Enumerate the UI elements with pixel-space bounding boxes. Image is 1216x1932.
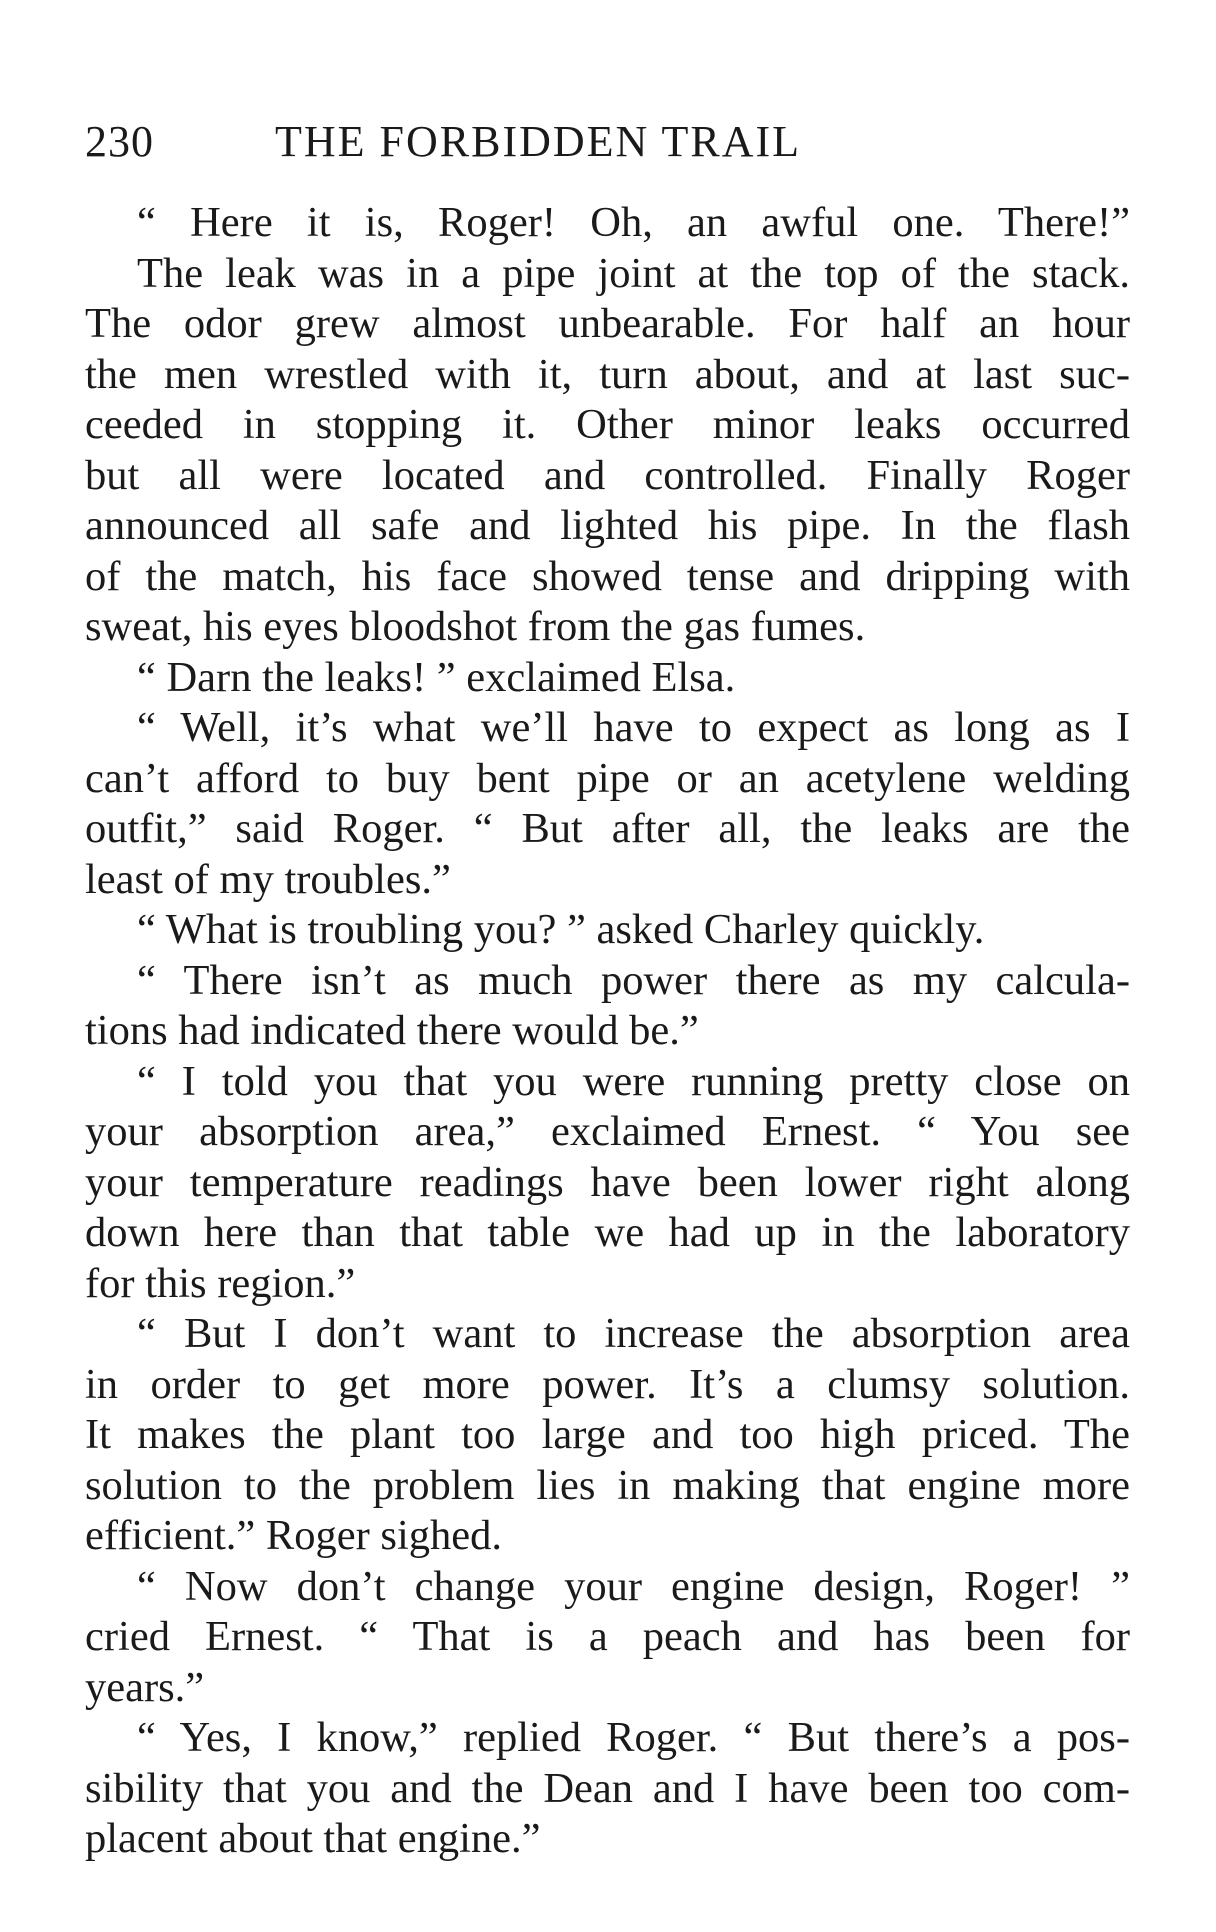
text-line: “ Here it is, Roger! Oh, an awful one. There!” bbox=[137, 199, 1130, 246]
text-line: placent about that engine.” bbox=[85, 1815, 541, 1862]
text-line: “ But I don’t want to increase the absorption area bbox=[137, 1310, 1130, 1357]
text-line: “ Well, it’s what we’ll have to expect as long as I bbox=[137, 704, 1130, 751]
text-line: solution to the problem lies in making that engine more bbox=[85, 1461, 1130, 1509]
body-text bbox=[85, 198, 1130, 1865]
text-line: “ I told you that you were running pretty close on bbox=[137, 1057, 1130, 1105]
text-line: “ Now don’t change your engine design, Roger! ” bbox=[137, 1562, 1130, 1610]
text-line: can’t afford to buy bent pipe or an acetylene welding bbox=[85, 754, 1130, 802]
text-line: outfit,” said Roger. “ But after all, the leaks are the bbox=[85, 805, 1130, 852]
text-line: tions had indicated there would be.” bbox=[85, 1007, 699, 1054]
text-line: sibility that you and the Dean and I have been too com- bbox=[85, 1764, 1130, 1812]
text-line: but all were located and controlled. Finally Roger bbox=[85, 451, 1130, 499]
text-line: down here than that table we had up in the laboratory bbox=[85, 1209, 1130, 1256]
text-line: “ There isn’t as much power there as my calcula- bbox=[137, 956, 1130, 1004]
text-line: “ What is troubling you? ” asked Charley quickly. bbox=[137, 906, 985, 953]
text-line: announced all safe and lighted his pipe. In the flash bbox=[85, 502, 1130, 549]
text-line: years.” bbox=[85, 1663, 205, 1711]
text-line: “ Darn the leaks! ” exclaimed Elsa. bbox=[137, 653, 736, 701]
text-line: “ Yes, I know,” replied Roger. “ But there’s a pos- bbox=[137, 1714, 1130, 1761]
page-header bbox=[85, 112, 1130, 172]
text-line: your temperature readings have been lower right along bbox=[85, 1158, 1130, 1206]
text-line: for this region.” bbox=[85, 1259, 356, 1307]
text-line: cried Ernest. “ That is a peach and has been for bbox=[85, 1613, 1130, 1660]
page-number: 230 bbox=[85, 117, 154, 166]
text-line: in order to get more power. It’s a clumsy solution. bbox=[85, 1360, 1130, 1408]
text-line: The leak was in a pipe joint at the top of the stack. bbox=[137, 249, 1130, 297]
text-line: least of my troubles.” bbox=[85, 855, 451, 903]
text-line: The odor grew almost unbearable. For half an hour bbox=[85, 300, 1130, 347]
text-line: the men wrestled with it, turn about, and at last suc- bbox=[85, 350, 1130, 398]
text-line: It makes the plant too large and too high priced. The bbox=[85, 1411, 1130, 1458]
text-line: sweat, his eyes bloodshot from the gas fumes. bbox=[85, 603, 866, 650]
text-line: efficient.” Roger sighed. bbox=[85, 1512, 502, 1559]
text-line: of the match, his face showed tense and dripping with bbox=[85, 552, 1130, 600]
running-title: THE FORBIDDEN TRAIL bbox=[275, 117, 802, 166]
text-line: ceeded in stopping it. Other minor leaks occurred bbox=[85, 401, 1130, 448]
text-line: your absorption area,” exclaimed Ernest. “ You see bbox=[85, 1108, 1130, 1155]
